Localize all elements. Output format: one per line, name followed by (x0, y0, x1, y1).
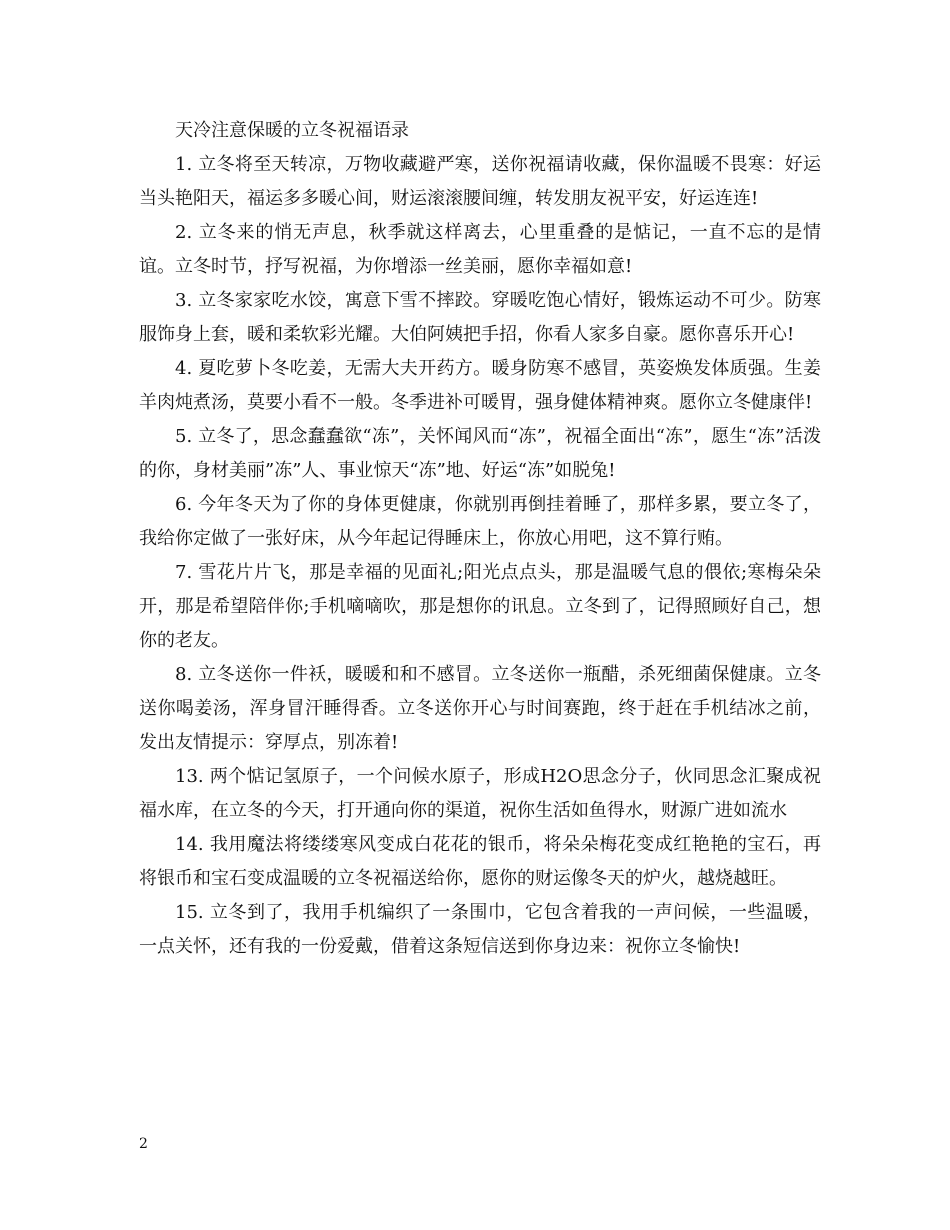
paragraph-6: 6. 今年冬天为了你的身体更健康，你就别再倒挂着睡了，那样多累，要立冬了，我给你定做了一张好床，从今年起记得睡床上，你放心用吧，这不算行贿。 (139, 494, 821, 549)
paragraph-2: 2. 立冬来的悄无声息，秋季就这样离去，心里重叠的是惦记，一直不忘的是情谊。立冬时节，抒写祝福，为你增添一丝美丽，愿你幸福如意! (139, 222, 821, 277)
paragraph-5: 5. 立冬了，思念蠢蠢欲“冻”，关怀闻风而“冻”，祝福全面出“冻”，愿生“冻”活泼的你，身材美丽”冻”人、事业惊天“冻”地、好运“冻”如脱兔! (139, 426, 821, 481)
paragraph-4: 4. 夏吃萝卜冬吃姜，无需大夫开药方。暖身防寒不感冒，英姿焕发体质强。生姜羊肉炖煮汤，莫要小看不一般。冬季进补可暖胃，强身健体精神爽。愿你立冬健康伴! (139, 358, 821, 413)
paragraph-8: 8. 立冬送你一件袄，暖暖和和不感冒。立冬送你一瓶醋，杀死细菌保健康。立冬送你喝姜汤，浑身冒汗睡得香。立冬送你开心与时间赛跑，终于赶在手机结冰之前，发出友情提示：穿厚点，别冻着! (139, 664, 821, 753)
paragraph-13: 13. 两个惦记氢原子，一个问候水原子，形成H2O思念分子，伙同思念汇聚成祝福水库，在立冬的今天，打开通向你的渠道，祝你生活如鱼得水，财源广进如流水 (139, 766, 821, 821)
document-body (139, 114, 821, 964)
paragraph-7: 7. 雪花片片飞，那是幸福的见面礼;阳光点点头，那是温暖气息的偎依;寒梅朵朵开，那是希望陪伴你;手机嘀嘀吹，那是想你的讯息。立冬到了，记得照顾好自己，想你的老友。 (139, 562, 821, 651)
paragraph-15: 15. 立冬到了，我用手机编织了一条围巾，它包含着我的一声问候，一些温暖，一点关怀，还有我的一份爱戴，借着这条短信送到你身边来：祝你立冬愉快! (139, 902, 821, 957)
paragraph-14: 14. 我用魔法将缕缕寒风变成白花花的银币，将朵朵梅花变成红艳艳的宝石，再将银币和宝石变成温暖的立冬祝福送给你，愿你的财运像冬天的炉火，越烧越旺。 (139, 834, 821, 889)
paragraph-1: 1. 立冬将至天转凉，万物收藏避严寒，送你祝福请收藏，保你温暖不畏寒：好运当头艳阳天，福运多多暖心间，财运滚滚腰间缠，转发朋友祝平安，好运连连! (139, 154, 821, 209)
paragraph-3: 3. 立冬家家吃水饺，寓意下雪不摔跤。穿暖吃饱心情好，锻炼运动不可少。防寒服饰身上套，暖和柔软彩光耀。大伯阿姨把手招，你看人家多自豪。愿你喜乐开心! (139, 290, 821, 345)
page-number: 2 (139, 1136, 148, 1152)
document-title: 天冷注意保暖的立冬祝福语录 (175, 120, 409, 141)
